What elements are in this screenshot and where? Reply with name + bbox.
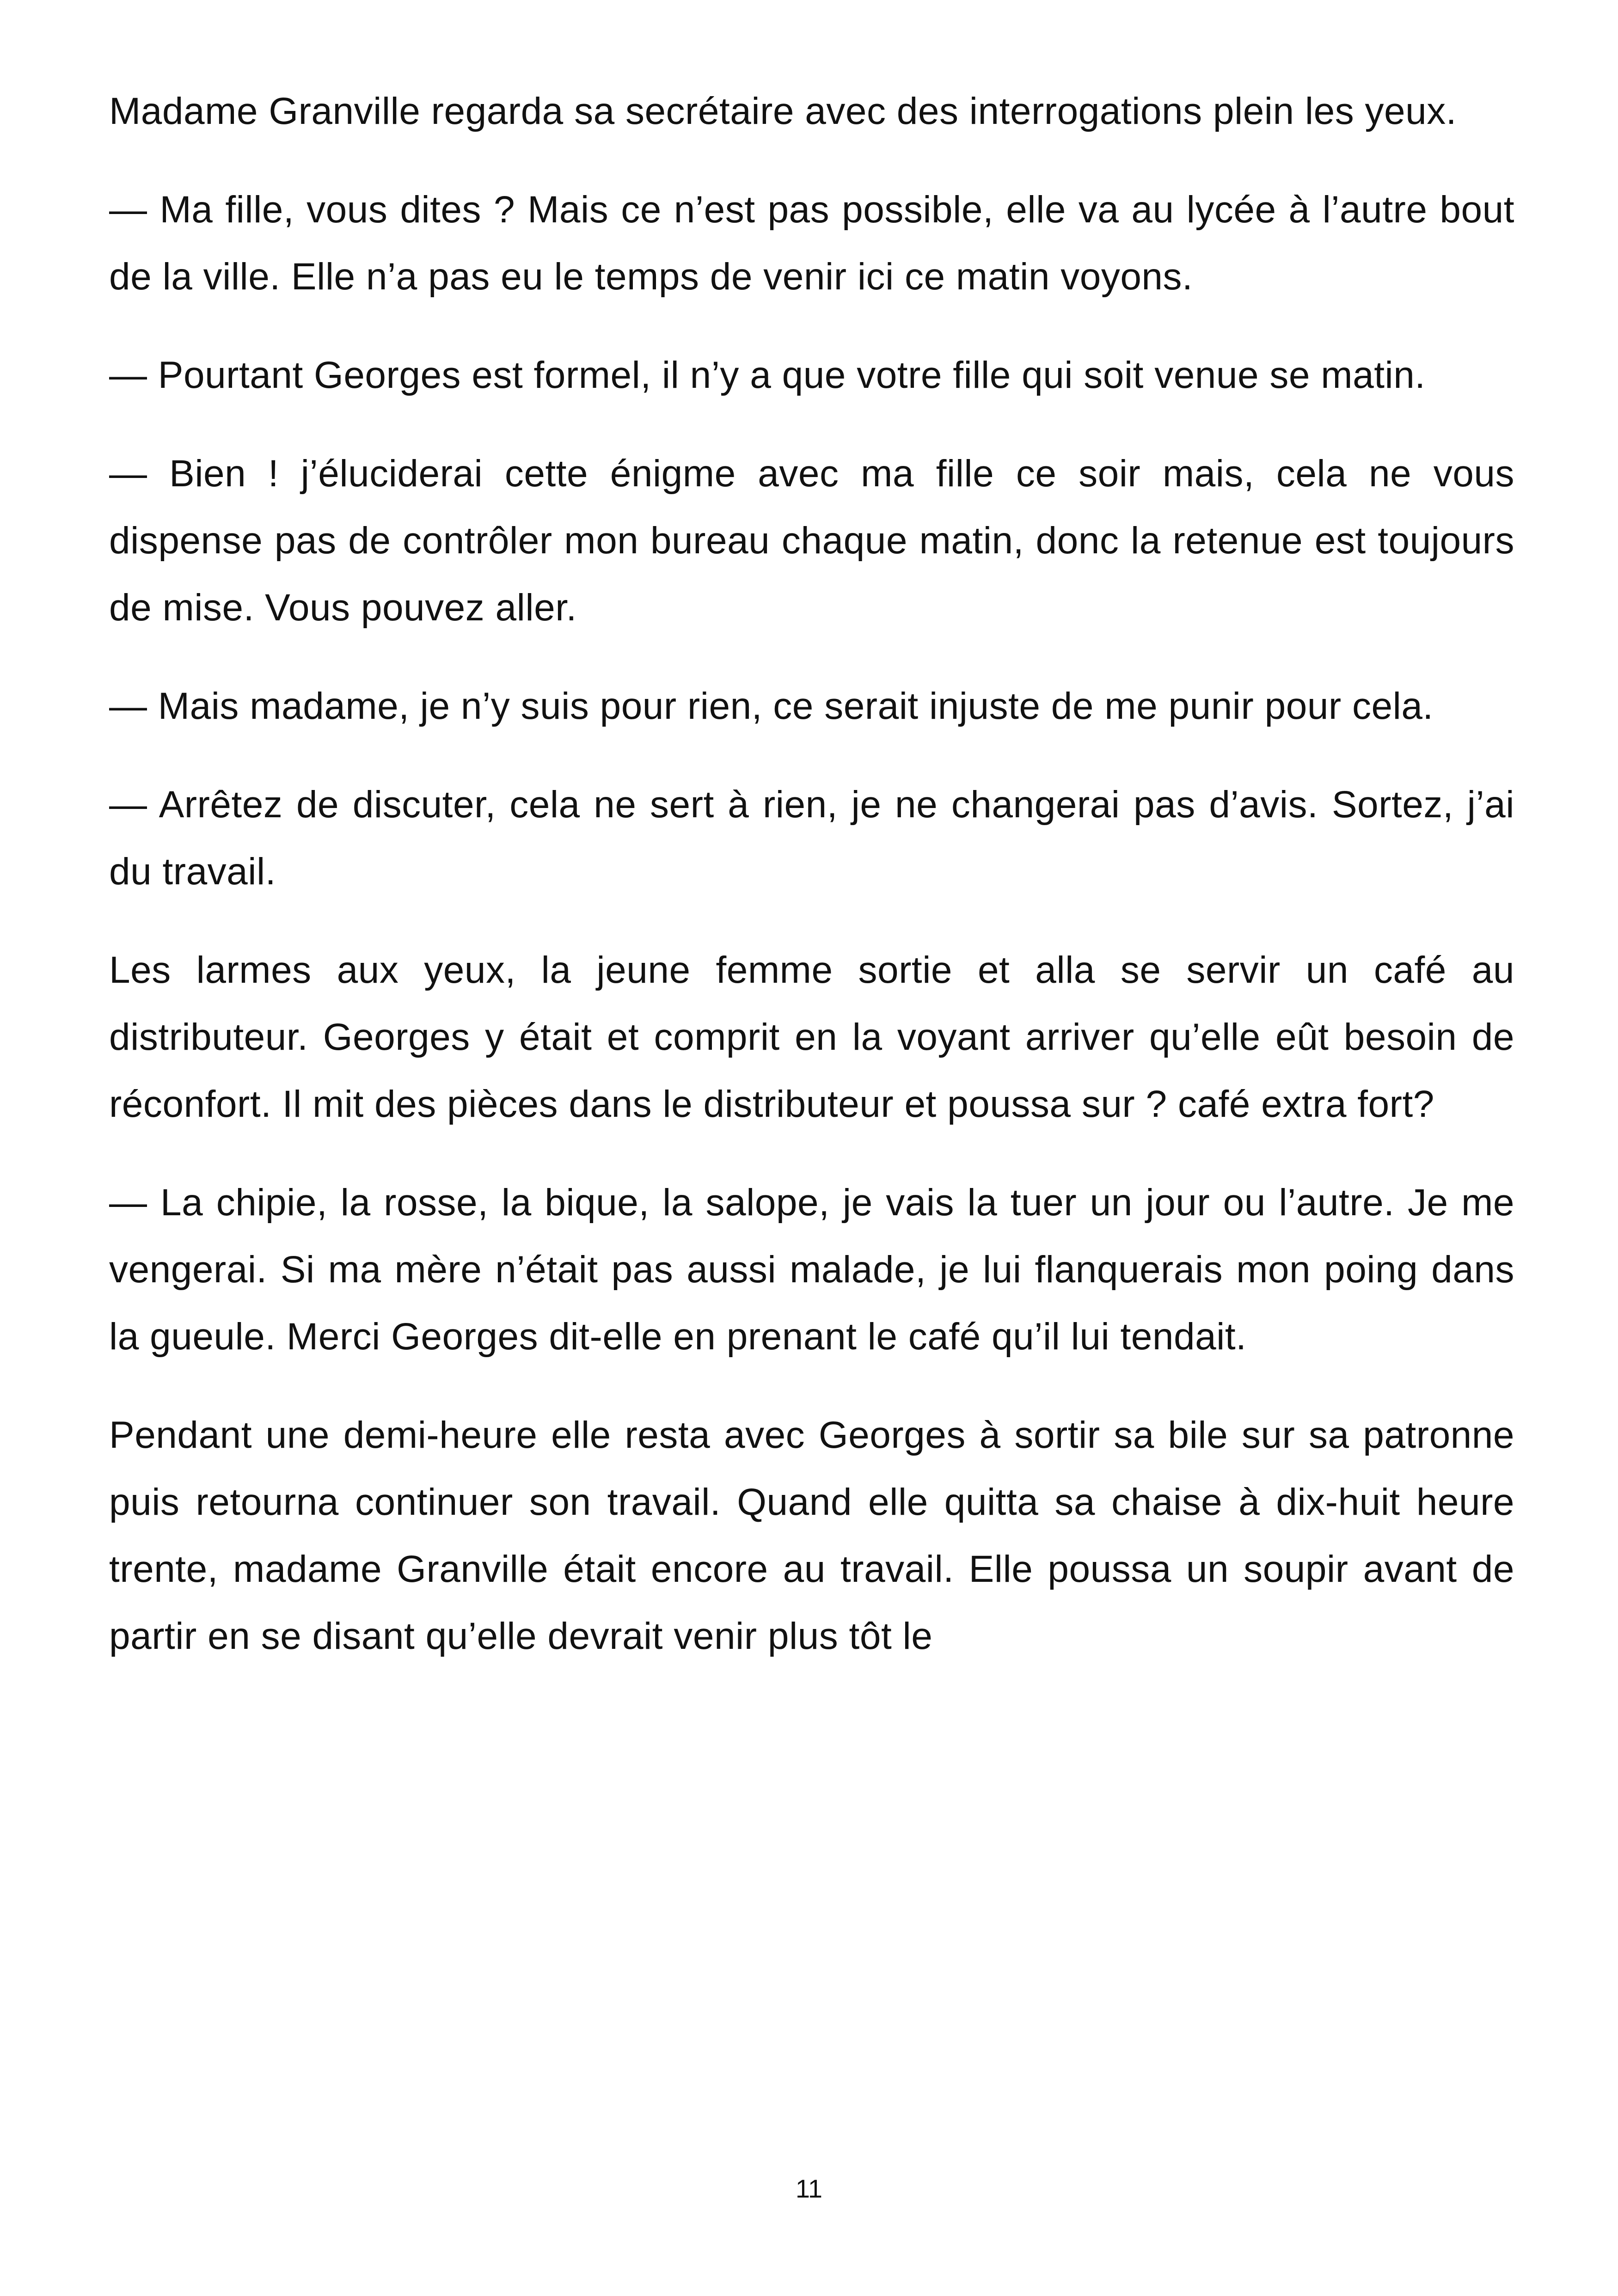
paragraph: Madame Granville regarda sa secrétaire avec des interrogations plein les yeux. — [109, 90, 1457, 132]
paragraph: — Mais madame, je n’y suis pour rien, ce serait injuste de me punir pour cela. — [109, 685, 1434, 727]
paragraph: — Bien ! j’éluciderai cette énigme avec ma fille ce soir mais, cela ne vous dispense pas de contrôler mon bureau chaque matin, donc la retenue est toujours de mise. Vous pouvez aller. — [109, 453, 1514, 629]
body-text — [109, 78, 1514, 1701]
paragraph: Pendant une demi-heure elle resta avec Georges à sortir sa bile sur sa patronne puis retourna continuer son travail. Quand elle quitta sa chaise à dix-huit heure trente, madame Granville était encore au travail. Elle poussa un soupir avant de partir en se disant qu’elle devrait venir plus tôt le — [109, 1414, 1514, 1657]
paragraph: Les larmes aux yeux, la jeune femme sortie et alla se servir un café au distributeur. Georges y était et comprit en la voyant arriver qu’elle eût besoin de réconfort. Il mit des pièces dans le distributeur et poussa sur ? café extra fort? — [109, 949, 1514, 1125]
paragraph: — Arrêtez de discuter, cela ne sert à rien, je ne changerai pas d’avis. Sortez, j’ai du travail. — [109, 784, 1514, 893]
paragraph: — Pourtant Georges est formel, il n’y a que votre fille qui soit venue se matin. — [109, 354, 1426, 396]
page-number: 11 — [795, 2174, 823, 2203]
paragraph: — La chipie, la rosse, la bique, la salope, je vais la tuer un jour ou l’autre. Je me vengerai. Si ma mère n’était pas aussi malade, je lui flanquerais mon poing dans la gueule. Merci Georges dit-elle en prenant le café qu’il lui tendait. — [109, 1182, 1514, 1358]
paragraph: — Ma fille, vous dites ? Mais ce n’est pas possible, elle va au lycée à l’autre bout de la ville. Elle n’a pas eu le temps de venir ici ce matin voyons. — [109, 189, 1514, 298]
